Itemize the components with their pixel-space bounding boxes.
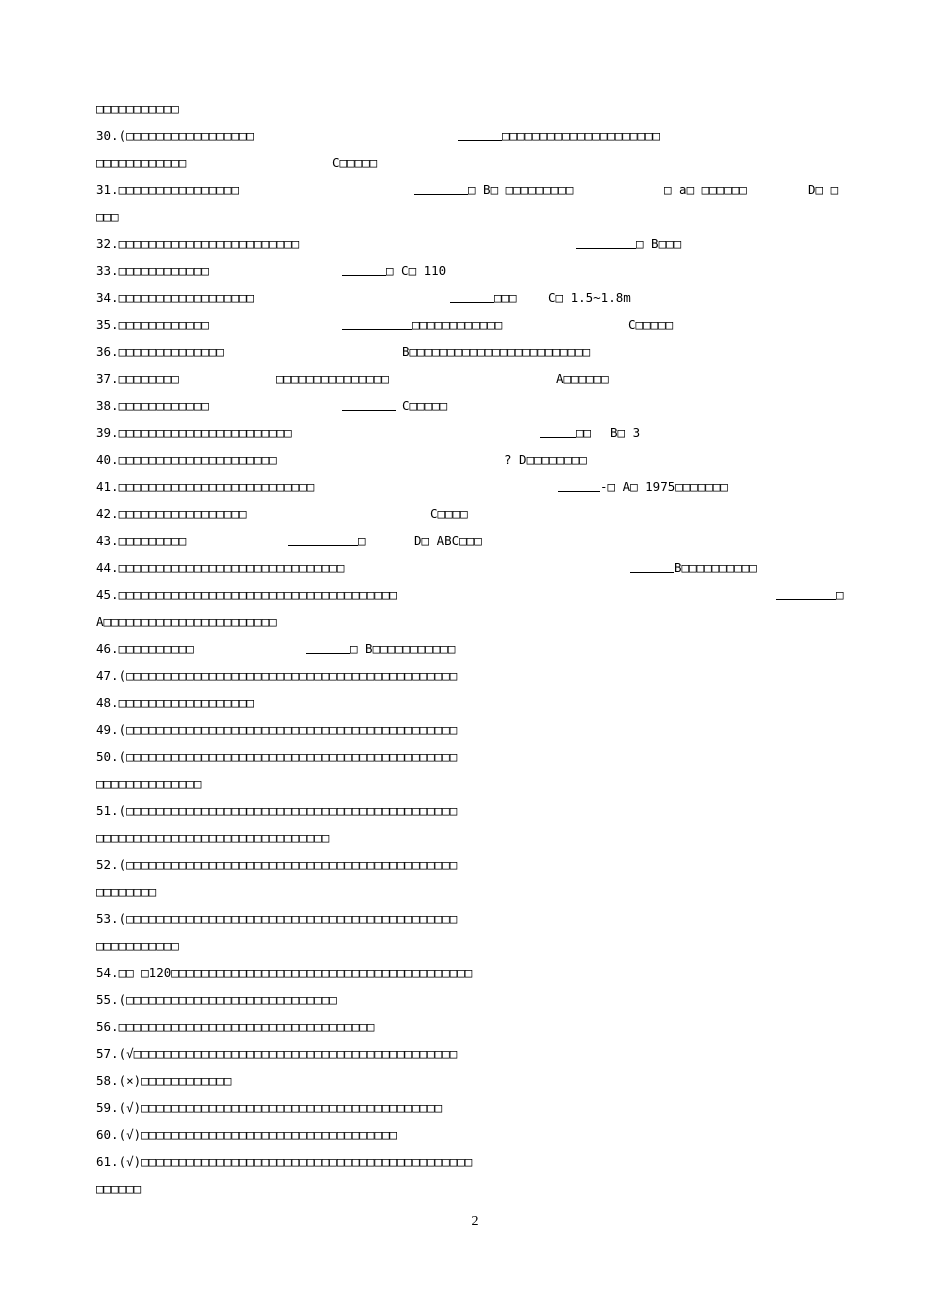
question-48 bbox=[96, 692, 255, 714]
question-text: □□□□□□□□□□□□ bbox=[412, 317, 503, 332]
question-51 bbox=[96, 800, 458, 822]
question-text: 45.□□□□□□□□□□□□□□□□□□□□□□□□□□□□□□□□□□□□□ bbox=[96, 587, 398, 602]
question-text: 33.□□□□□□□□□□□□ bbox=[96, 263, 209, 278]
answer-blank bbox=[630, 572, 674, 573]
answer-blank bbox=[540, 437, 576, 438]
question-39 bbox=[96, 422, 641, 444]
question-text: □□ bbox=[576, 425, 592, 440]
question-text: □□□ bbox=[494, 290, 517, 305]
question-56 bbox=[96, 1016, 375, 1038]
question-49 bbox=[96, 719, 458, 741]
question-54 bbox=[96, 962, 473, 984]
text-segment: □□□□□□□□□□□ bbox=[96, 101, 179, 116]
answer-option: □ B□ □□□□□□□□□ bbox=[468, 182, 574, 197]
question-text: □□□□□□□□□□□□□□□□□□□□□ bbox=[502, 128, 661, 143]
text-line bbox=[96, 773, 202, 795]
question-60 bbox=[96, 1124, 398, 1146]
question-text: 47.(□□□□□□□□□□□□□□□□□□□□□□□□□□□□□□□□□□□□□□□□□□□□ bbox=[96, 668, 458, 683]
answer-blank bbox=[576, 248, 636, 249]
answer-blank bbox=[342, 410, 396, 411]
question-42 bbox=[96, 503, 468, 525]
answer-option: -□ A□ 1975□□□□□□□ bbox=[600, 479, 728, 494]
question-32 bbox=[96, 233, 682, 255]
question-text: □□□□□□ bbox=[96, 1181, 142, 1196]
question-text: 41.□□□□□□□□□□□□□□□□□□□□□□□□□□ bbox=[96, 479, 315, 494]
answer-option: □ C□ 110 bbox=[386, 263, 447, 278]
text-line bbox=[96, 611, 277, 633]
question-30 bbox=[96, 125, 661, 147]
question-text: □□□□□□□□□□□□ bbox=[96, 155, 187, 170]
answer-option: B□□□□□□□□□□ bbox=[674, 560, 757, 575]
answer-option: □ B□□□ bbox=[636, 236, 682, 251]
question-text: 50.(□□□□□□□□□□□□□□□□□□□□□□□□□□□□□□□□□□□□□□□□□□□□ bbox=[96, 749, 458, 764]
text-line bbox=[96, 152, 378, 174]
question-text: 60.(√)□□□□□□□□□□□□□□□□□□□□□□□□□□□□□□□□□□ bbox=[96, 1127, 398, 1142]
question-33 bbox=[96, 260, 447, 282]
text-line bbox=[96, 1178, 142, 1200]
question-55 bbox=[96, 989, 337, 1011]
question-text: 46.□□□□□□□□□□ bbox=[96, 641, 194, 656]
question-53 bbox=[96, 908, 458, 930]
question-text: 31.□□□□□□□□□□□□□□□□ bbox=[96, 182, 239, 197]
answer-option: D□ □ bbox=[808, 182, 839, 197]
question-35 bbox=[96, 314, 674, 336]
answer-blank bbox=[776, 599, 836, 600]
question-text: 39.□□□□□□□□□□□□□□□□□□□□□□□ bbox=[96, 425, 292, 440]
question-text: 34.□□□□□□□□□□□□□□□□□□ bbox=[96, 290, 255, 305]
answer-blank bbox=[306, 653, 350, 654]
question-text: 36.□□□□□□□□□□□□□□ bbox=[96, 344, 224, 359]
answer-blank bbox=[342, 275, 386, 276]
text-line bbox=[96, 881, 157, 903]
question-34 bbox=[96, 287, 631, 309]
question-text: 48.□□□□□□□□□□□□□□□□□□ bbox=[96, 695, 255, 710]
question-text: 54.□□ □120□□□□□□□□□□□□□□□□□□□□□□□□□□□□□□□□□□□□□□□□ bbox=[96, 965, 473, 980]
question-47 bbox=[96, 665, 458, 687]
answer-option: C□□□□□ bbox=[402, 398, 448, 413]
text-line bbox=[96, 206, 126, 228]
question-text: 59.(√)□□□□□□□□□□□□□□□□□□□□□□□□□□□□□□□□□□□□□□□□ bbox=[96, 1100, 443, 1115]
answer-option: B□□□□□□□□□□□□□□□□□□□□□□□□ bbox=[402, 344, 591, 359]
answer-option: □ a□ □□□□□□ bbox=[664, 182, 747, 197]
question-45 bbox=[96, 584, 844, 606]
question-43 bbox=[96, 530, 482, 552]
answer-option: B□ 3 bbox=[610, 425, 641, 440]
answer-blank bbox=[414, 194, 468, 195]
question-59 bbox=[96, 1097, 443, 1119]
answer-blank bbox=[342, 329, 412, 330]
question-text: 43.□□□□□□□□□ bbox=[96, 533, 187, 548]
question-text: □□□□□□□□□□□□□□ bbox=[96, 776, 202, 791]
question-text: 55.(□□□□□□□□□□□□□□□□□□□□□□□□□□□□ bbox=[96, 992, 337, 1007]
question-text: 38.□□□□□□□□□□□□ bbox=[96, 398, 209, 413]
question-text: 35.□□□□□□□□□□□□ bbox=[96, 317, 209, 332]
question-text: 57.(√□□□□□□□□□□□□□□□□□□□□□□□□□□□□□□□□□□□□□□□□□□□ bbox=[96, 1046, 458, 1061]
question-52 bbox=[96, 854, 458, 876]
question-text: □ bbox=[836, 587, 844, 602]
question-37 bbox=[96, 368, 609, 390]
question-text: □□□ bbox=[96, 209, 119, 224]
answer-blank bbox=[288, 545, 358, 546]
question-text: 61.(√)□□□□□□□□□□□□□□□□□□□□□□□□□□□□□□□□□□□□□□□□□□□□ bbox=[96, 1154, 473, 1169]
question-text: 49.(□□□□□□□□□□□□□□□□□□□□□□□□□□□□□□□□□□□□□□□□□□□□ bbox=[96, 722, 458, 737]
answer-option: C□□□□□ bbox=[332, 155, 378, 170]
question-58 bbox=[96, 1070, 232, 1092]
question-31 bbox=[96, 179, 839, 201]
answer-option: A□□□□□□ bbox=[556, 371, 609, 386]
answer-option: C□□□□□ bbox=[628, 317, 674, 332]
question-text: 30.(□□□□□□□□□□□□□□□□□ bbox=[96, 128, 255, 143]
answer-option: A□□□□□□□□□□□□□□□□□□□□□□□ bbox=[96, 614, 277, 629]
question-text: □ bbox=[358, 533, 366, 548]
question-61 bbox=[96, 1151, 473, 1173]
question-50 bbox=[96, 746, 458, 768]
question-44 bbox=[96, 557, 757, 579]
question-57 bbox=[96, 1043, 458, 1065]
answer-blank bbox=[450, 302, 494, 303]
question-38 bbox=[96, 395, 448, 417]
answer-option: ? D□□□□□□□□ bbox=[504, 452, 587, 467]
text-line bbox=[96, 827, 330, 849]
question-text: 58.(×)□□□□□□□□□□□□ bbox=[96, 1073, 232, 1088]
question-text: 51.(□□□□□□□□□□□□□□□□□□□□□□□□□□□□□□□□□□□□□□□□□□□□ bbox=[96, 803, 458, 818]
question-text: 53.(□□□□□□□□□□□□□□□□□□□□□□□□□□□□□□□□□□□□□□□□□□□□ bbox=[96, 911, 458, 926]
answer-option: □ B□□□□□□□□□□□ bbox=[350, 641, 456, 656]
answer-option: D□ ABC□□□ bbox=[414, 533, 482, 548]
question-text: 42.□□□□□□□□□□□□□□□□□ bbox=[96, 506, 247, 521]
question-text: 32.□□□□□□□□□□□□□□□□□□□□□□□□ bbox=[96, 236, 300, 251]
question-40 bbox=[96, 449, 587, 471]
question-46 bbox=[96, 638, 456, 660]
answer-option: C□ 1.5~1.8m bbox=[548, 290, 631, 305]
question-text: 56.□□□□□□□□□□□□□□□□□□□□□□□□□□□□□□□□□□ bbox=[96, 1019, 375, 1034]
text-line bbox=[96, 935, 179, 957]
page-number: 2 bbox=[471, 1214, 479, 1229]
answer-blank bbox=[558, 491, 600, 492]
question-text: □□□□□□□□□□□□□□□ bbox=[276, 371, 389, 386]
question-text: □□□□□□□□□□□ bbox=[96, 938, 179, 953]
question-41 bbox=[96, 476, 728, 498]
question-text: 44.□□□□□□□□□□□□□□□□□□□□□□□□□□□□□□ bbox=[96, 560, 345, 575]
question-36 bbox=[96, 341, 591, 363]
question-text: 40.□□□□□□□□□□□□□□□□□□□□□ bbox=[96, 452, 277, 467]
question-text: 52.(□□□□□□□□□□□□□□□□□□□□□□□□□□□□□□□□□□□□□□□□□□□□ bbox=[96, 857, 458, 872]
question-text: □□□□□□□□ bbox=[96, 884, 157, 899]
answer-option: C□□□□ bbox=[430, 506, 468, 521]
text-line bbox=[96, 98, 179, 120]
question-text: □□□□□□□□□□□□□□□□□□□□□□□□□□□□□□□ bbox=[96, 830, 330, 845]
question-text: 37.□□□□□□□□ bbox=[96, 371, 179, 386]
answer-blank bbox=[458, 140, 502, 141]
